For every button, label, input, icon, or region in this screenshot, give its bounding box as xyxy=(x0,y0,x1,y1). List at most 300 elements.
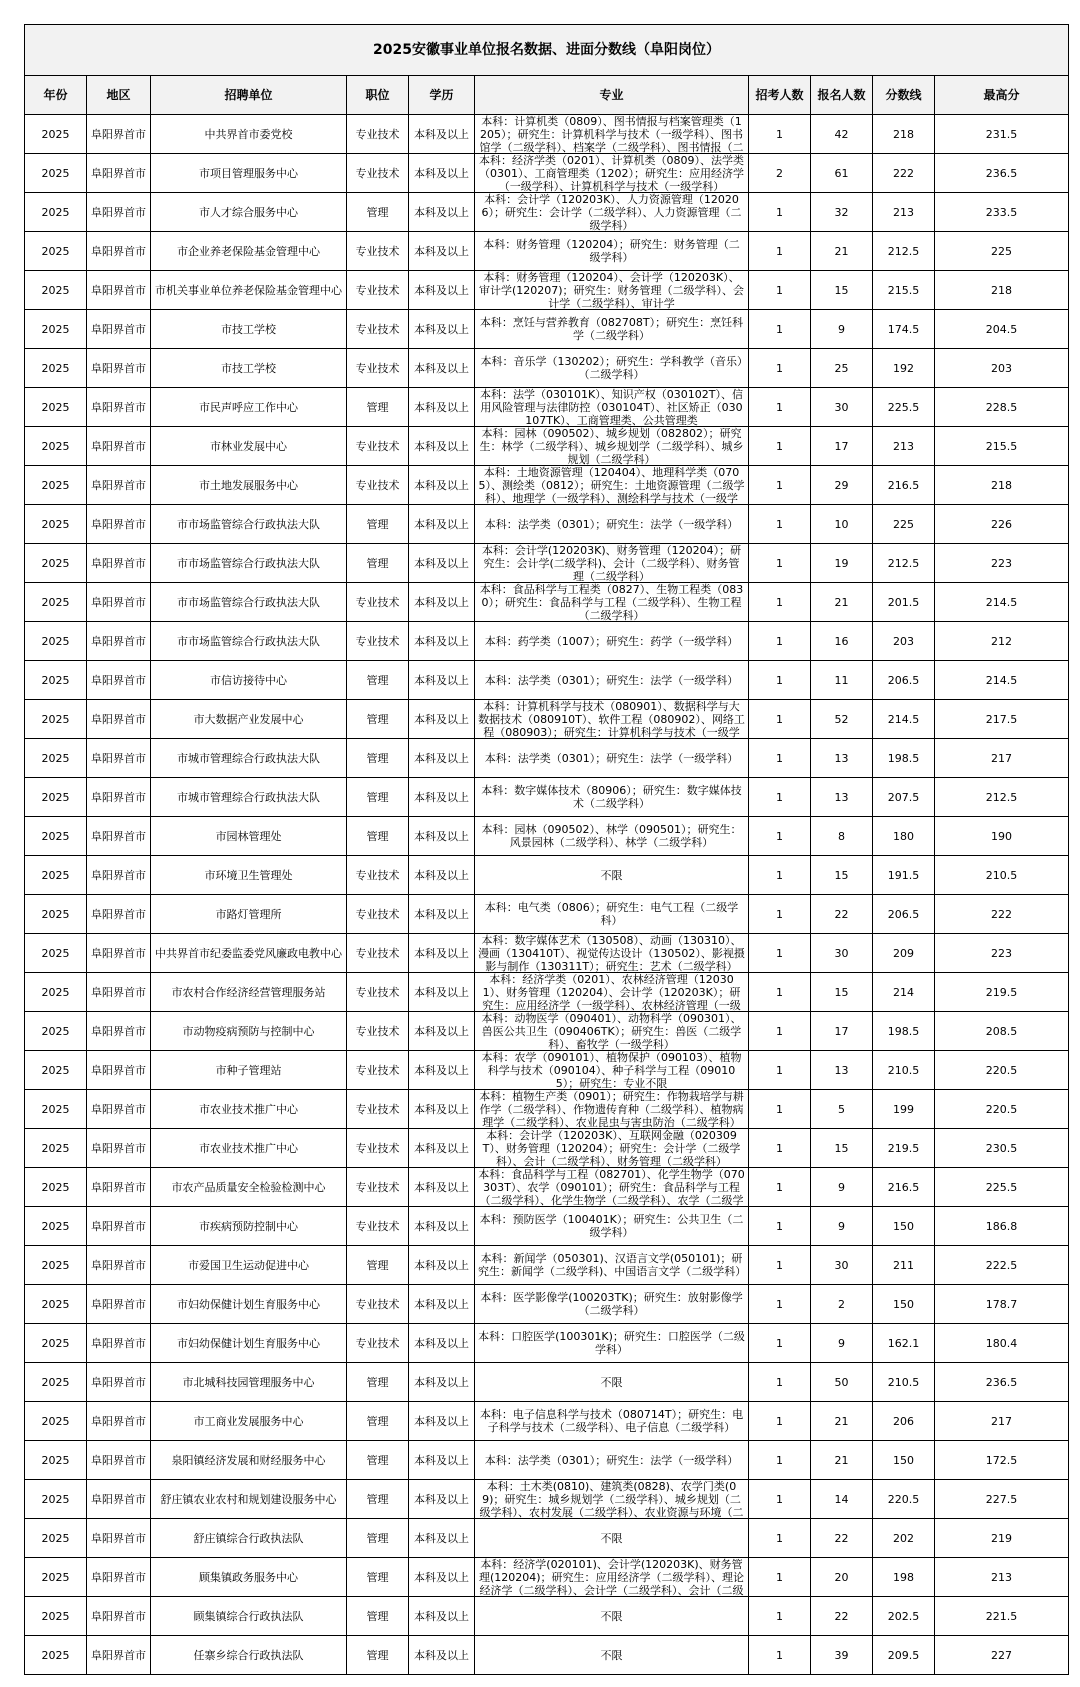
max-score-cell: 215.5 xyxy=(935,427,1069,466)
position-cell: 专业技术 xyxy=(347,895,409,934)
table-row xyxy=(25,1519,1069,1558)
education-cell: 本科及以上 xyxy=(409,1363,475,1402)
major-cell xyxy=(475,934,749,973)
employer-cell: 市林业发展中心 xyxy=(151,427,347,466)
major-cell xyxy=(475,1519,749,1558)
year-cell: 2025 xyxy=(25,232,87,271)
cutoff-score-cell: 192 xyxy=(873,349,935,388)
max-score-cell: 204.5 xyxy=(935,310,1069,349)
column-header-hiring-count: 招考人数 xyxy=(749,76,811,115)
position-cell: 管理 xyxy=(347,1636,409,1675)
table-row xyxy=(25,1480,1069,1519)
region-cell: 阜阳界首市 xyxy=(87,505,151,544)
max-score-cell: 225 xyxy=(935,232,1069,271)
hiring-count-cell: 1 xyxy=(749,1246,811,1285)
applicant-count-cell: 13 xyxy=(811,739,873,778)
hiring-count-cell: 1 xyxy=(749,505,811,544)
position-cell: 专业技术 xyxy=(347,1129,409,1168)
major-text: 本科：计算机类（0809）、图书情报与档案管理类（1205）；研究生：计算机科学与技术（一级学科）、图书馆学（二级学科）、档案学（二级学科）、图书情报（二 xyxy=(479,115,744,153)
employer-cell: 市人才综合服务中心 xyxy=(151,193,347,232)
education-cell: 本科及以上 xyxy=(409,661,475,700)
applicant-count-cell: 21 xyxy=(811,232,873,271)
position-cell: 管理 xyxy=(347,1558,409,1597)
year-cell: 2025 xyxy=(25,700,87,739)
major-text: 本科：药学类（1007）；研究生：药学（一级学科） xyxy=(484,634,739,648)
cutoff-score-cell: 219.5 xyxy=(873,1129,935,1168)
cutoff-score-cell: 206.5 xyxy=(873,895,935,934)
position-cell: 管理 xyxy=(347,739,409,778)
table-row xyxy=(25,427,1069,466)
major-cell xyxy=(475,1168,749,1207)
employer-cell: 顾集镇政务服务中心 xyxy=(151,1558,347,1597)
major-text: 不限 xyxy=(600,1609,623,1623)
column-header-cutoff-score: 分数线 xyxy=(873,76,935,115)
applicant-count-cell: 10 xyxy=(811,505,873,544)
table-row xyxy=(25,115,1069,154)
major-text: 本科：会计学（120203K）、人力资源管理（120206）；研究生：会计学（二级学科）、人力资源管理（二级学科） xyxy=(481,193,742,231)
major-cell xyxy=(475,1597,749,1636)
table-row xyxy=(25,1441,1069,1480)
cutoff-score-cell: 191.5 xyxy=(873,856,935,895)
hiring-count-cell: 1 xyxy=(749,973,811,1012)
region-cell: 阜阳界首市 xyxy=(87,661,151,700)
hiring-count-cell: 1 xyxy=(749,466,811,505)
major-cell xyxy=(475,973,749,1012)
employer-cell: 中共界首市委党校 xyxy=(151,115,347,154)
region-cell: 阜阳界首市 xyxy=(87,1519,151,1558)
major-text: 本科：经济学(020101)、会计学(120203K)、财务管理(120204)；研究生：应用经济学（二级学科）、理论经济学（二级学科）、会计学（二级学科）、会计（二级 xyxy=(478,1558,745,1596)
employer-cell: 市环境卫生管理处 xyxy=(151,856,347,895)
year-cell: 2025 xyxy=(25,661,87,700)
table-row xyxy=(25,1051,1069,1090)
max-score-cell: 203 xyxy=(935,349,1069,388)
table-row xyxy=(25,739,1069,778)
applicant-count-cell: 17 xyxy=(811,1012,873,1051)
major-text: 本科：土地资源管理（120404）、地理科学类（0705）、测绘类（0812）；研究生：土地资源管理（二级学科）、地理学（一级学科）、测绘科学与技术（一级学 xyxy=(478,466,745,504)
employer-cell: 市企业养老保险基金管理中心 xyxy=(151,232,347,271)
hiring-count-cell: 1 xyxy=(749,1480,811,1519)
employer-cell: 市项目管理服务中心 xyxy=(151,154,347,193)
education-cell: 本科及以上 xyxy=(409,1012,475,1051)
position-cell: 专业技术 xyxy=(347,154,409,193)
score-table xyxy=(24,24,1069,1675)
cutoff-score-cell: 199 xyxy=(873,1090,935,1129)
year-cell: 2025 xyxy=(25,388,87,427)
major-text: 本科：法学（030101K）、知识产权（030102T）、信用风险管理与法律防控（030104T）、社区矫正（030107TK）、工商管理类、公共管理类 xyxy=(480,388,743,426)
position-cell: 专业技术 xyxy=(347,1012,409,1051)
year-cell: 2025 xyxy=(25,973,87,1012)
applicant-count-cell: 15 xyxy=(811,271,873,310)
table-row xyxy=(25,934,1069,973)
applicant-count-cell: 21 xyxy=(811,1402,873,1441)
region-cell: 阜阳界首市 xyxy=(87,622,151,661)
employer-cell: 市城市管理综合行政执法大队 xyxy=(151,778,347,817)
table-row xyxy=(25,544,1069,583)
cutoff-score-cell: 198.5 xyxy=(873,1012,935,1051)
major-cell xyxy=(475,1324,749,1363)
major-cell xyxy=(475,817,749,856)
region-cell: 阜阳界首市 xyxy=(87,349,151,388)
cutoff-score-cell: 222 xyxy=(873,154,935,193)
education-cell: 本科及以上 xyxy=(409,1402,475,1441)
major-text: 本科：医学影像学(100203TK)；研究生：放射影像学（二级学科） xyxy=(480,1291,743,1317)
cutoff-score-cell: 202 xyxy=(873,1519,935,1558)
hiring-count-cell: 1 xyxy=(749,115,811,154)
table-row xyxy=(25,154,1069,193)
position-cell: 专业技术 xyxy=(347,856,409,895)
year-cell: 2025 xyxy=(25,466,87,505)
region-cell: 阜阳界首市 xyxy=(87,739,151,778)
hiring-count-cell: 1 xyxy=(749,1519,811,1558)
region-cell: 阜阳界首市 xyxy=(87,1363,151,1402)
column-header-year: 年份 xyxy=(25,76,87,115)
hiring-count-cell: 1 xyxy=(749,388,811,427)
cutoff-score-cell: 198 xyxy=(873,1558,935,1597)
employer-cell: 市疾病预防控制中心 xyxy=(151,1207,347,1246)
employer-cell: 市市场监管综合行政执法大队 xyxy=(151,505,347,544)
max-score-cell: 233.5 xyxy=(935,193,1069,232)
applicant-count-cell: 30 xyxy=(811,388,873,427)
position-cell: 专业技术 xyxy=(347,1207,409,1246)
position-cell: 专业技术 xyxy=(347,1090,409,1129)
cutoff-score-cell: 209 xyxy=(873,934,935,973)
applicant-count-cell: 21 xyxy=(811,583,873,622)
header-row xyxy=(25,76,1069,115)
applicant-count-cell: 13 xyxy=(811,1051,873,1090)
education-cell: 本科及以上 xyxy=(409,622,475,661)
region-cell: 阜阳界首市 xyxy=(87,856,151,895)
applicant-count-cell: 39 xyxy=(811,1636,873,1675)
applicant-count-cell: 13 xyxy=(811,778,873,817)
column-header-major: 专业 xyxy=(475,76,749,115)
year-cell: 2025 xyxy=(25,934,87,973)
major-cell xyxy=(475,1246,749,1285)
applicant-count-cell: 2 xyxy=(811,1285,873,1324)
max-score-cell: 172.5 xyxy=(935,1441,1069,1480)
region-cell: 阜阳界首市 xyxy=(87,1168,151,1207)
region-cell: 阜阳界首市 xyxy=(87,466,151,505)
applicant-count-cell: 8 xyxy=(811,817,873,856)
employer-cell: 市机关事业单位养老保险基金管理中心 xyxy=(151,271,347,310)
education-cell: 本科及以上 xyxy=(409,856,475,895)
column-header-applicant-count: 报名人数 xyxy=(811,76,873,115)
max-score-cell: 222.5 xyxy=(935,1246,1069,1285)
year-cell: 2025 xyxy=(25,622,87,661)
column-header-employer: 招聘单位 xyxy=(151,76,347,115)
table-row xyxy=(25,1558,1069,1597)
education-cell: 本科及以上 xyxy=(409,115,475,154)
table-row xyxy=(25,310,1069,349)
hiring-count-cell: 1 xyxy=(749,271,811,310)
max-score-cell: 225.5 xyxy=(935,1168,1069,1207)
education-cell: 本科及以上 xyxy=(409,310,475,349)
applicant-count-cell: 52 xyxy=(811,700,873,739)
cutoff-score-cell: 211 xyxy=(873,1246,935,1285)
table-row xyxy=(25,232,1069,271)
education-cell: 本科及以上 xyxy=(409,1519,475,1558)
hiring-count-cell: 1 xyxy=(749,544,811,583)
table-row xyxy=(25,505,1069,544)
major-text: 不限 xyxy=(600,1375,623,1389)
major-cell xyxy=(475,232,749,271)
hiring-count-cell: 1 xyxy=(749,1207,811,1246)
education-cell: 本科及以上 xyxy=(409,1441,475,1480)
max-score-cell: 180.4 xyxy=(935,1324,1069,1363)
position-cell: 管理 xyxy=(347,1441,409,1480)
education-cell: 本科及以上 xyxy=(409,349,475,388)
major-text: 本科：数字媒体艺术（130508）、动画（130310）、漫画（130410T）、视觉传达设计（130502）、影视摄影与制作（130311T）；研究生：艺术（二级学科） xyxy=(478,934,745,972)
employer-cell: 市妇幼保健计划生育服务中心 xyxy=(151,1324,347,1363)
table-row xyxy=(25,466,1069,505)
table-row xyxy=(25,661,1069,700)
region-cell: 阜阳界首市 xyxy=(87,817,151,856)
position-cell: 专业技术 xyxy=(347,310,409,349)
table-row xyxy=(25,349,1069,388)
applicant-count-cell: 21 xyxy=(811,1441,873,1480)
hiring-count-cell: 1 xyxy=(749,739,811,778)
hiring-count-cell: 1 xyxy=(749,1441,811,1480)
applicant-count-cell: 15 xyxy=(811,1129,873,1168)
applicant-count-cell: 32 xyxy=(811,193,873,232)
education-cell: 本科及以上 xyxy=(409,1558,475,1597)
cutoff-score-cell: 213 xyxy=(873,193,935,232)
region-cell: 阜阳界首市 xyxy=(87,1207,151,1246)
hiring-count-cell: 1 xyxy=(749,1402,811,1441)
position-cell: 专业技术 xyxy=(347,934,409,973)
year-cell: 2025 xyxy=(25,1090,87,1129)
region-cell: 阜阳界首市 xyxy=(87,583,151,622)
year-cell: 2025 xyxy=(25,583,87,622)
region-cell: 阜阳界首市 xyxy=(87,700,151,739)
education-cell: 本科及以上 xyxy=(409,193,475,232)
major-text: 本科：法学类（0301）；研究生：法学（一级学科） xyxy=(484,1453,739,1467)
hiring-count-cell: 2 xyxy=(749,154,811,193)
employer-cell: 市市场监管综合行政执法大队 xyxy=(151,583,347,622)
employer-cell: 市爱国卫生运动促进中心 xyxy=(151,1246,347,1285)
region-cell: 阜阳界首市 xyxy=(87,154,151,193)
year-cell: 2025 xyxy=(25,1519,87,1558)
major-cell xyxy=(475,1441,749,1480)
max-score-cell: 230.5 xyxy=(935,1129,1069,1168)
education-cell: 本科及以上 xyxy=(409,973,475,1012)
applicant-count-cell: 22 xyxy=(811,1597,873,1636)
hiring-count-cell: 1 xyxy=(749,1636,811,1675)
employer-cell: 市农产品质量安全检验检测中心 xyxy=(151,1168,347,1207)
position-cell: 管理 xyxy=(347,193,409,232)
cutoff-score-cell: 220.5 xyxy=(873,1480,935,1519)
hiring-count-cell: 1 xyxy=(749,1324,811,1363)
position-cell: 管理 xyxy=(347,817,409,856)
max-score-cell: 210.5 xyxy=(935,856,1069,895)
max-score-cell: 214.5 xyxy=(935,661,1069,700)
cutoff-score-cell: 206.5 xyxy=(873,661,935,700)
table-row xyxy=(25,388,1069,427)
region-cell: 阜阳界首市 xyxy=(87,1480,151,1519)
cutoff-score-cell: 174.5 xyxy=(873,310,935,349)
table-row xyxy=(25,1636,1069,1675)
major-cell xyxy=(475,505,749,544)
table-row xyxy=(25,1090,1069,1129)
major-text: 本科：动物医学（090401）、动物科学（090301）、兽医公共卫生（090406TK）；研究生：兽医（二级学科）、畜牧学（一级学科） xyxy=(481,1012,742,1050)
employer-cell: 顾集镇综合行政执法队 xyxy=(151,1597,347,1636)
applicant-count-cell: 9 xyxy=(811,1207,873,1246)
employer-cell: 市路灯管理所 xyxy=(151,895,347,934)
cutoff-score-cell: 180 xyxy=(873,817,935,856)
employer-cell: 市妇幼保健计划生育服务中心 xyxy=(151,1285,347,1324)
year-cell: 2025 xyxy=(25,271,87,310)
table-row xyxy=(25,1324,1069,1363)
applicant-count-cell: 61 xyxy=(811,154,873,193)
position-cell: 专业技术 xyxy=(347,232,409,271)
position-cell: 管理 xyxy=(347,1402,409,1441)
education-cell: 本科及以上 xyxy=(409,700,475,739)
employer-cell: 市农业技术推广中心 xyxy=(151,1129,347,1168)
max-score-cell: 236.5 xyxy=(935,1363,1069,1402)
hiring-count-cell: 1 xyxy=(749,934,811,973)
position-cell: 管理 xyxy=(347,778,409,817)
major-text: 本科：园林（090502）、林学（090501）；研究生：风景园林（二级学科）、林学（二级学科） xyxy=(481,823,742,849)
year-cell: 2025 xyxy=(25,154,87,193)
applicant-count-cell: 9 xyxy=(811,1324,873,1363)
employer-cell: 舒庄镇综合行政执法队 xyxy=(151,1519,347,1558)
max-score-cell: 227.5 xyxy=(935,1480,1069,1519)
max-score-cell: 218 xyxy=(935,466,1069,505)
column-header-education: 学历 xyxy=(409,76,475,115)
table-row xyxy=(25,700,1069,739)
major-cell xyxy=(475,856,749,895)
position-cell: 管理 xyxy=(347,505,409,544)
year-cell: 2025 xyxy=(25,1207,87,1246)
table-row xyxy=(25,1207,1069,1246)
region-cell: 阜阳界首市 xyxy=(87,115,151,154)
employer-cell: 市技工学校 xyxy=(151,310,347,349)
max-score-cell: 228.5 xyxy=(935,388,1069,427)
table-body xyxy=(25,115,1069,1675)
region-cell: 阜阳界首市 xyxy=(87,193,151,232)
column-header-position: 职位 xyxy=(347,76,409,115)
cutoff-score-cell: 150 xyxy=(873,1207,935,1246)
table-row xyxy=(25,1402,1069,1441)
cutoff-score-cell: 203 xyxy=(873,622,935,661)
major-cell xyxy=(475,349,749,388)
applicant-count-cell: 30 xyxy=(811,1246,873,1285)
major-cell xyxy=(475,310,749,349)
major-text: 本科：预防医学（100401K）；研究生：公共卫生（二级学科） xyxy=(479,1213,744,1239)
major-text: 不限 xyxy=(600,1531,623,1545)
applicant-count-cell: 14 xyxy=(811,1480,873,1519)
region-cell: 阜阳界首市 xyxy=(87,1597,151,1636)
region-cell: 阜阳界首市 xyxy=(87,934,151,973)
major-text: 本科：经济学类（0201）、农林经济管理（120301）、财务管理（120204）、会计学（120203K）；研究生：应用经济学（一级学科）、农林经济管理（一级 xyxy=(482,973,741,1011)
major-cell xyxy=(475,427,749,466)
cutoff-score-cell: 216.5 xyxy=(873,1168,935,1207)
applicant-count-cell: 17 xyxy=(811,427,873,466)
major-text: 本科：计算机科学与技术（080901）、数据科学与大数据技术（080910T）、软件工程（080902）、网络工程（080903）；研究生：计算机科学与技术（一级学 xyxy=(478,700,745,738)
employer-cell: 市民声呼应工作中心 xyxy=(151,388,347,427)
position-cell: 管理 xyxy=(347,1246,409,1285)
cutoff-score-cell: 215.5 xyxy=(873,271,935,310)
year-cell: 2025 xyxy=(25,739,87,778)
table-row xyxy=(25,1168,1069,1207)
year-cell: 2025 xyxy=(25,1597,87,1636)
employer-cell: 中共界首市纪委监委党风廉政电教中心 xyxy=(151,934,347,973)
major-cell xyxy=(475,1129,749,1168)
applicant-count-cell: 30 xyxy=(811,934,873,973)
table-row xyxy=(25,271,1069,310)
max-score-cell: 223 xyxy=(935,934,1069,973)
employer-cell: 市农村合作经济经营管理服务站 xyxy=(151,973,347,1012)
year-cell: 2025 xyxy=(25,1480,87,1519)
employer-cell: 泉阳镇经济发展和财经服务中心 xyxy=(151,1441,347,1480)
region-cell: 阜阳界首市 xyxy=(87,232,151,271)
major-cell xyxy=(475,193,749,232)
applicant-count-cell: 15 xyxy=(811,973,873,1012)
region-cell: 阜阳界首市 xyxy=(87,1636,151,1675)
max-score-cell: 219 xyxy=(935,1519,1069,1558)
year-cell: 2025 xyxy=(25,505,87,544)
position-cell: 专业技术 xyxy=(347,1324,409,1363)
education-cell: 本科及以上 xyxy=(409,1636,475,1675)
hiring-count-cell: 1 xyxy=(749,661,811,700)
table-row xyxy=(25,895,1069,934)
cutoff-score-cell: 225.5 xyxy=(873,388,935,427)
region-cell: 阜阳界首市 xyxy=(87,778,151,817)
position-cell: 专业技术 xyxy=(347,583,409,622)
region-cell: 阜阳界首市 xyxy=(87,973,151,1012)
education-cell: 本科及以上 xyxy=(409,271,475,310)
region-cell: 阜阳界首市 xyxy=(87,1285,151,1324)
hiring-count-cell: 1 xyxy=(749,1363,811,1402)
year-cell: 2025 xyxy=(25,1285,87,1324)
applicant-count-cell: 25 xyxy=(811,349,873,388)
year-cell: 2025 xyxy=(25,349,87,388)
region-cell: 阜阳界首市 xyxy=(87,388,151,427)
major-cell xyxy=(475,1363,749,1402)
score-table-sheet xyxy=(24,24,1068,1675)
major-cell xyxy=(475,700,749,739)
major-text: 本科：植物生产类（0901）；研究生：作物栽培学与耕作学（二级学科）、作物遗传育种（二级学科）、植物病理学（二级学科）、农业昆虫与害虫防治（二级学科） xyxy=(479,1090,744,1128)
major-cell xyxy=(475,895,749,934)
hiring-count-cell: 1 xyxy=(749,1168,811,1207)
major-text: 本科：新闻学（050301)、汉语言文学(050101)；研究生：新闻学（二级学科)、中国语言文学（二级学科） xyxy=(478,1252,747,1278)
major-cell xyxy=(475,115,749,154)
major-cell xyxy=(475,1012,749,1051)
max-score-cell: 220.5 xyxy=(935,1090,1069,1129)
cutoff-score-cell: 214 xyxy=(873,973,935,1012)
education-cell: 本科及以上 xyxy=(409,1480,475,1519)
year-cell: 2025 xyxy=(25,817,87,856)
major-text: 本科：财务管理（120204）；研究生：财务管理（二级学科） xyxy=(483,238,740,264)
cutoff-score-cell: 202.5 xyxy=(873,1597,935,1636)
major-cell xyxy=(475,583,749,622)
employer-cell: 市工商业发展服务中心 xyxy=(151,1402,347,1441)
major-cell xyxy=(475,622,749,661)
employer-cell: 市园林管理处 xyxy=(151,817,347,856)
region-cell: 阜阳界首市 xyxy=(87,1012,151,1051)
major-cell xyxy=(475,1636,749,1675)
title-row xyxy=(25,25,1069,76)
employer-cell: 市大数据产业发展中心 xyxy=(151,700,347,739)
applicant-count-cell: 20 xyxy=(811,1558,873,1597)
major-cell xyxy=(475,1558,749,1597)
position-cell: 管理 xyxy=(347,1519,409,1558)
employer-cell: 市北城科技园管理服务中心 xyxy=(151,1363,347,1402)
education-cell: 本科及以上 xyxy=(409,1324,475,1363)
cutoff-score-cell: 207.5 xyxy=(873,778,935,817)
employer-cell: 市信访接待中心 xyxy=(151,661,347,700)
cutoff-score-cell: 210.5 xyxy=(873,1363,935,1402)
table-row xyxy=(25,1363,1069,1402)
